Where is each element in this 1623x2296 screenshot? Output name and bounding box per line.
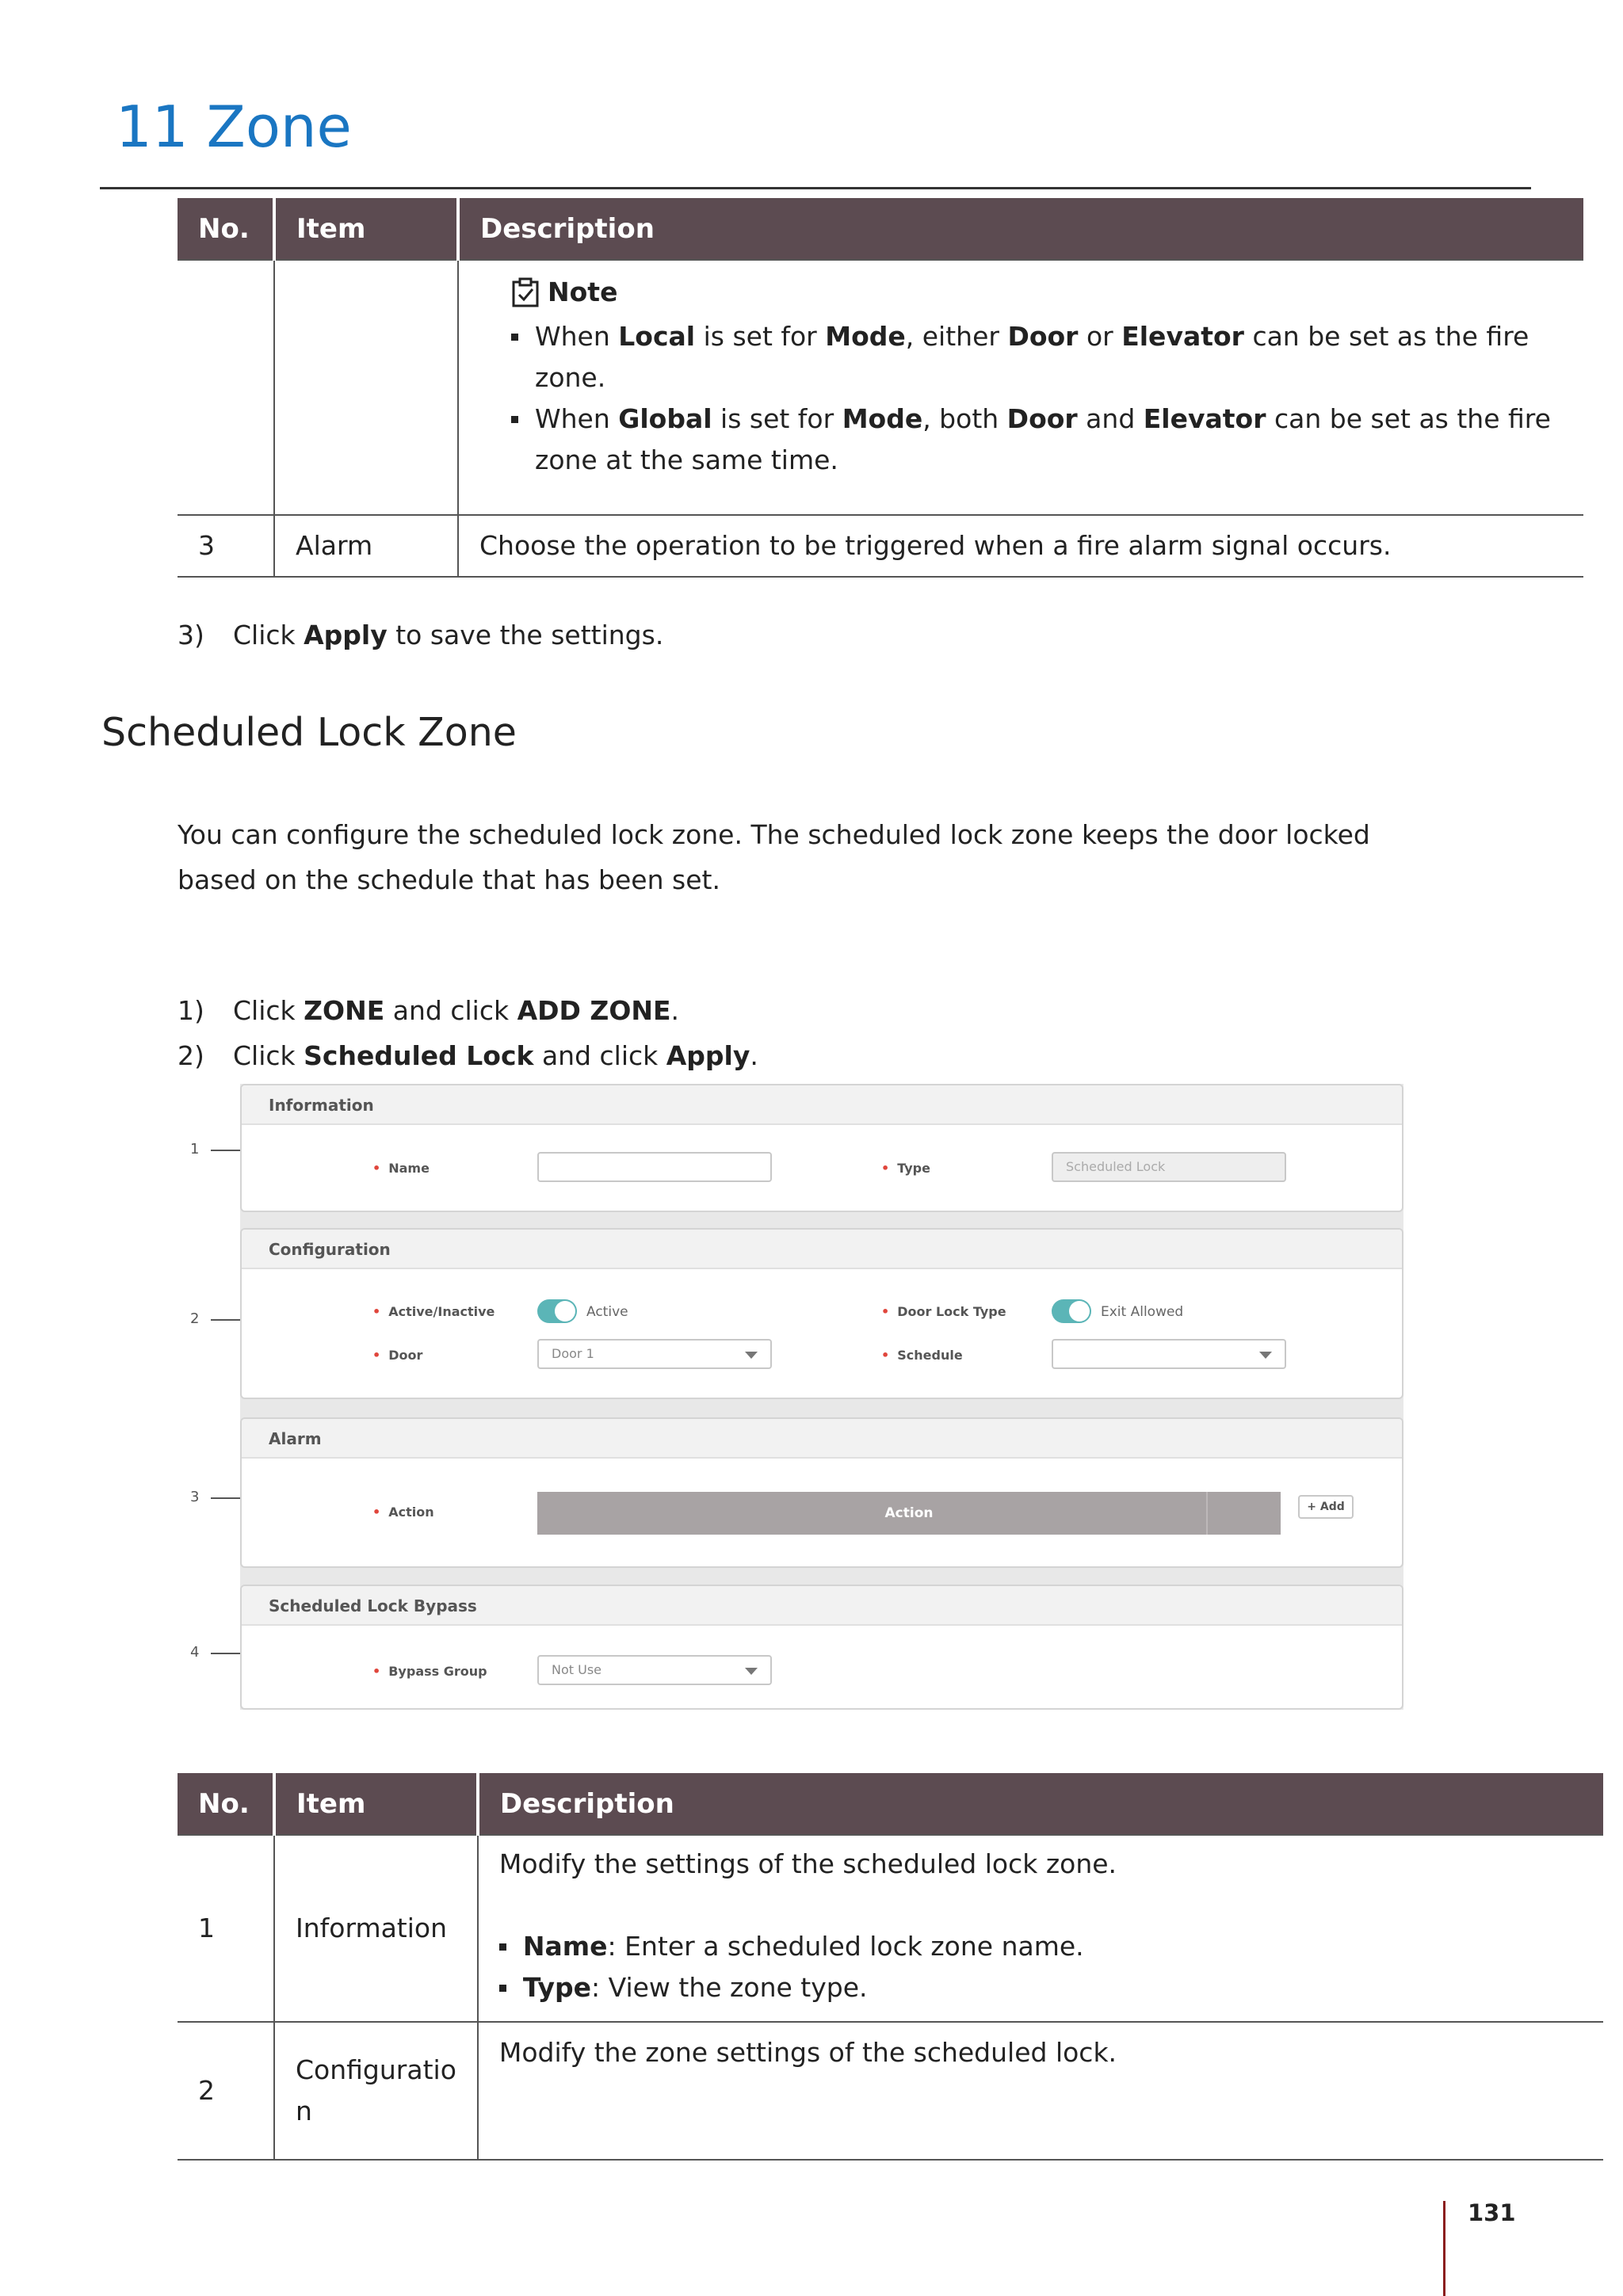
chapter-divider [100,187,1531,189]
header-description: Description [478,1773,1603,1835]
door-lock-type-toggle[interactable] [1052,1299,1091,1323]
door-lock-type-label: • Door Lock Type [881,1304,1006,1319]
column-divider [1206,1492,1208,1535]
cell-note [458,260,1583,515]
active-toggle-text: Active [586,1304,628,1320]
schedule-select[interactable] [1052,1339,1286,1369]
bypass-group-label: • Bypass Group [372,1664,487,1679]
door-lock-type-text: Exit Allowed [1101,1304,1184,1320]
callout-3: 3 [190,1489,200,1505]
door-select-value: Door 1 [552,1346,594,1361]
scheduled-lock-bypass-panel [240,1585,1403,1710]
active-inactive-label: • Active/Inactive [372,1304,495,1319]
section-title: Scheduled Lock Zone [101,710,517,755]
alarm-panel [240,1417,1403,1568]
note-list [479,316,1568,481]
header-no: No. [178,198,274,260]
cell-no [178,260,274,515]
header-item: Item [274,198,458,260]
page-number-rule [1443,2201,1445,2296]
panel-title: Configuration [242,1230,1402,1269]
cell-description: Modify the zone settings of the scheduled lock. [478,2022,1603,2160]
panel-title: Alarm [242,1419,1402,1459]
table-row [178,1835,1603,2022]
page-number: 131 [1468,2199,1516,2226]
table-header-row [178,1773,1603,1835]
action-label: • Action [372,1505,434,1520]
name-label: • Name [372,1161,430,1176]
row-description: Modify the settings of the scheduled lock zone. [498,1848,1117,1879]
active-toggle[interactable] [537,1299,577,1323]
clipboard-check-icon [511,277,540,307]
chapter-title: 11 Zone [116,93,352,160]
bypass-group-value: Not Use [552,1662,602,1677]
schedule-label: • Schedule [881,1348,963,1363]
fire-zone-table [178,198,1583,578]
panel-title: Scheduled Lock Bypass [242,1586,1402,1626]
action-header-text: Action [884,1505,934,1521]
chevron-down-icon [745,1668,758,1675]
panel-title: Information [242,1085,1402,1125]
note-heading [511,272,1568,313]
note-title: Note [548,277,618,307]
list-item: Name: Enter a scheduled lock zone name. [499,1926,1583,1967]
chevron-down-icon [1259,1352,1272,1359]
cell-description: Choose the operation to be triggered when a fire alarm signal occurs. [458,515,1583,577]
bypass-group-select[interactable] [537,1655,772,1685]
header-item: Item [274,1773,478,1835]
list-item: When Global is set for Mode, both Door and Elevator can be set as the fire zone at the same time. [511,399,1568,481]
table-row [178,515,1583,577]
step-apply: 3) Click Apply to save the settings. [178,620,664,650]
step-add-zone: 1) Click ZONE and click ADD ZONE. [178,995,680,1026]
callout-1: 1 [190,1141,200,1158]
cell-no: 2 [178,2022,274,2160]
header-no: No. [178,1773,274,1835]
door-select[interactable] [537,1339,772,1369]
table-row [178,260,1583,515]
field-list [499,1926,1583,2008]
scheduled-lock-table [178,1773,1603,2161]
zone-settings-screenshot [240,1084,1403,1710]
cell-no: 1 [178,1835,274,2022]
add-action-button[interactable]: + Add [1298,1495,1354,1519]
cell-item: Alarm [274,515,458,577]
section-intro: You can configure the scheduled lock zone. The scheduled lock zone keeps the door locked based on the schedule that has been set. [178,819,1370,895]
type-field: Scheduled Lock [1052,1152,1286,1182]
action-table-header [537,1492,1281,1535]
cell-description [478,1835,1603,2022]
callout-2: 2 [190,1310,200,1327]
type-label: • Type [881,1161,930,1176]
cell-no: 3 [178,515,274,577]
cell-item [274,260,458,515]
chevron-down-icon [745,1352,758,1359]
list-item: When Local is set for Mode, either Door or Elevator can be set as the fire zone. [511,316,1568,399]
table-header-row [178,198,1583,260]
header-description: Description [458,198,1583,260]
list-item: Type: View the zone type. [499,1967,1583,2008]
configuration-panel [240,1228,1403,1399]
table-row [178,2022,1603,2160]
information-panel [240,1084,1403,1212]
name-input[interactable] [537,1152,772,1182]
cell-item: Configuratio n [274,2022,478,2160]
cell-item: Information [274,1835,478,2022]
step-scheduled-lock: 2) Click Scheduled Lock and click Apply. [178,1040,758,1071]
door-label: • Door [372,1348,422,1363]
callout-4: 4 [190,1644,200,1661]
